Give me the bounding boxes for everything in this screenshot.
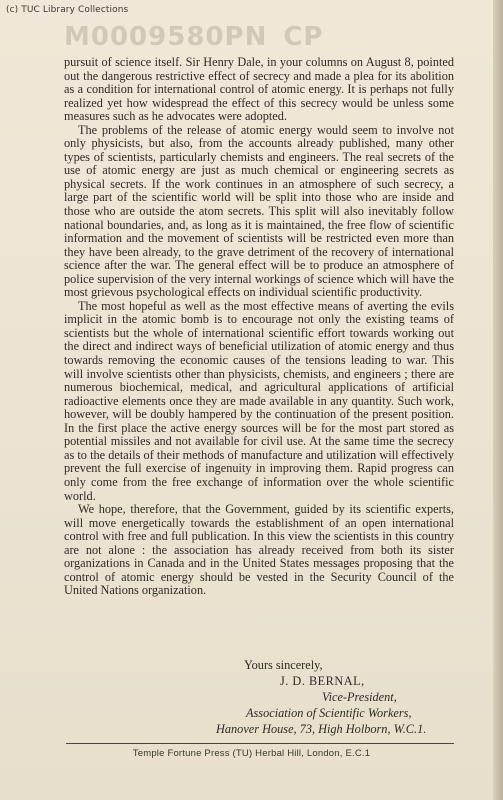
page-edge: [493, 0, 503, 800]
paragraph-2: The problems of the release of atomic energy would seem to involve not only physicists, but also, from the accounts already published, many other types of scientists, particularly chemists and engineers. The real secrets of the use of atomic energy are just as much chemical or engineering secrets as physical secrets. If the work continues in an atmosphere of such secrecy, a large part of the scientific world will be split into those who are inside and those who are outside the atom secrets. This split will also inevitably follow national boundaries, and, as long as it is maintained, the free flow of scientific information and the movement of scientists will be restricted even more than they have been already, to the grave detriment of the recovery of international science after the war. The general effect will be to produce an atmosphere of police supervision of the very internal workings of science which will have the most grievous psychological effects on individual scientific productivity.: [64, 122, 454, 300]
signatory-organization: Association of Scientific Workers,: [246, 706, 412, 720]
paragraph-3: The most hopeful as well as the most effective means of averting the evils implicit in the atomic bomb is to encourage not only the existing teams of scientists but the whole of international scientific effort towards working out the direct and indirect ways of beneficial utilization of atomic energy and thus towards removing the economic causes of the tensions leading to war. This will involve scientists other than physicists, chemists, and engineers ; there are numerous biochemical, medical, and agricultural applications of artificial radioactive elements once they are made available in any quantity. Such work, however, will be doubly hampered by the continuation of the present position. In the first place the active energy sources will be for the most part stored as potential missiles and not available for civil use. At the same time the secrecy as to the details of their methods of manufacture and utilization will effectively prevent the full exercise of ingenuity in improving them. Rapid progress can only come from the free exchange of information over the whole scientific world.: [64, 298, 454, 503]
catalogue-reference: [64, 22, 323, 52]
salutation: Yours sincerely,: [244, 658, 323, 672]
signatory-name: J. D. BERNAL,: [280, 674, 365, 688]
signatory-address: Hanover House, 73, High Holborn, W.C.1.: [216, 722, 427, 736]
footer-divider: [66, 743, 454, 744]
copyright-notice: (c) TUC Library Collections: [6, 5, 129, 15]
signatory-title: Vice-President,: [322, 690, 397, 704]
letter-body: [64, 56, 454, 598]
paragraph-4: We hope, therefore, that the Government, guided by its scientific experts, will move energetically towards the establishment of an open international control with free and full publication. In this view the scientists in this country are not alone : the association has already received from both its sister organizations in Canada and in the United States messages proposing that the control of atomic energy should be vested in the Security Council of the United Nations organization.: [64, 502, 454, 598]
paragraph-1: pursuit of science itself. Sir Henry Dale, in your columns on August 8, pointed out the dangerous restrictive effect of secrecy and made a plea for its abolition as a condition for international control of atomic energy. It is perhaps not fully realized yet how widespread the effect of this secrecy would be unless some measures such as he advocates were adopted.: [64, 55, 454, 124]
catalogue-code: M0009580PN: [64, 22, 268, 52]
printer-imprint: Temple Fortune Press (TU) Herbal Hill, London, E.C.1: [132, 748, 371, 759]
catalogue-suffix: CP: [283, 22, 324, 52]
